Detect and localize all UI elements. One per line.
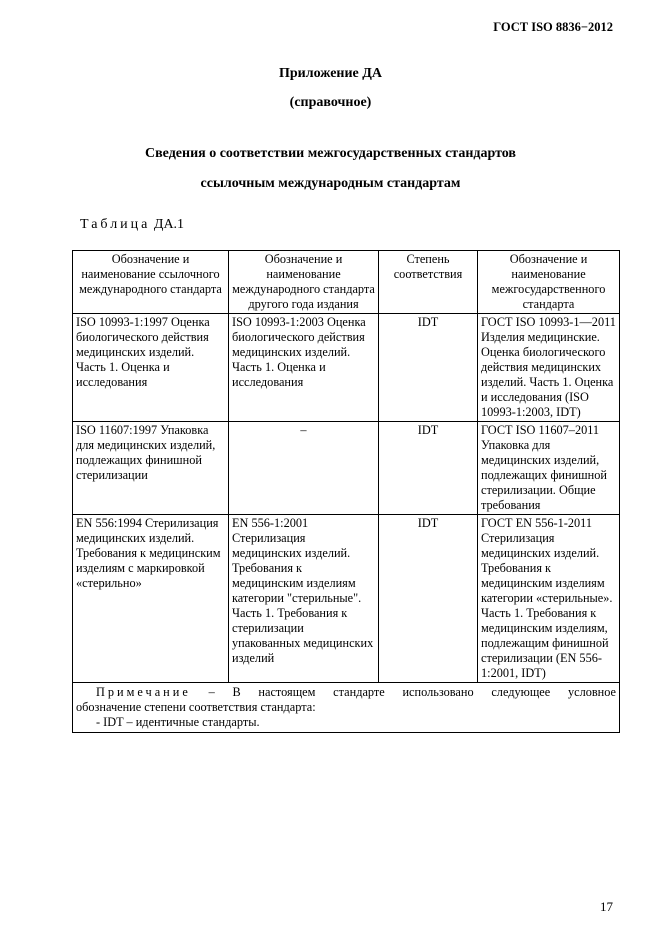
header-international-standard: Обозначение и наименование ссылочного международного стандарта: [73, 251, 229, 314]
section-heading-line1: Сведения о соответствии межгосударственных стандартов: [145, 146, 516, 161]
table-caption-number: ДА.1: [153, 217, 185, 232]
table-row: [73, 422, 620, 515]
table-header-row: [73, 251, 620, 314]
table-cell: –: [229, 422, 379, 515]
table-row: [73, 314, 620, 422]
table-cell: IDT: [379, 515, 478, 683]
table-caption: [80, 217, 184, 233]
table-cell: EN 556-1:2001 Стерилизация медицинских изделий. Требования к медицинским изделиям категории "стерильные". Часть 1. Требования к стерилизации упакованных медицинских изделий: [229, 515, 379, 683]
table-cell: ISO 10993-1:2003 Оценка биологического действия медицинских изделий. Часть 1. Оценка и исследования: [229, 314, 379, 422]
page-number: 17: [600, 899, 613, 914]
note-label: Примечание: [96, 685, 191, 699]
correspondence-table: [72, 250, 620, 733]
annex-title: Приложение ДА: [278, 66, 383, 81]
header-degree-of-correspondence: Степень соответствия: [379, 251, 478, 314]
table-cell: ГОСТ EN 556-1-2011 Стерилизация медицинских изделий. Требования к медицинским изделиям категории «стерильные». Часть 1. Требования к медицинским изделиям, подлежащим финишной стерилизации (EN 556-1:2001, IDT): [478, 515, 620, 683]
table-note-row: [73, 683, 620, 733]
note-text-line1: – В настоящем стандарте использовано следующее условное: [208, 685, 617, 699]
header-interstate-standard: Обозначение и наименование межгосударственного стандарта: [478, 251, 620, 314]
section-heading-line2: ссылочным международным стандартам: [200, 176, 461, 191]
document-code: ГОСТ ISO 8836−2012: [493, 20, 613, 34]
table-cell: ГОСТ ISO 10993-1—2011 Изделия медицинские. Оценка биологического действия медицинских изделий. Часть 1. Оценка и исследования (ISO 10993-1:2003, IDT): [478, 314, 620, 422]
table-cell: EN 556:1994 Стерилизация медицинских изделий. Требования к медицинским изделиям с маркировкой «стерильно»: [73, 515, 229, 683]
header-other-year-standard: Обозначение и наименование международного стандарта другого года издания: [229, 251, 379, 314]
table-cell: IDT: [379, 314, 478, 422]
note-text-line2: обозначение степени соответствия стандарта:: [76, 700, 316, 714]
table-cell: ISO 11607:1997 Упаковка для медицинских изделий, подлежащих финишной стерилизации: [73, 422, 229, 515]
note-first-line: [76, 685, 616, 700]
table-cell: IDT: [379, 422, 478, 515]
table-note: [73, 683, 620, 733]
note-item: - IDT – идентичные стандарты.: [96, 715, 260, 729]
table-caption-label: Таблица: [80, 217, 151, 232]
table-cell: ГОСТ ISO 11607–2011 Упаковка для медицинских изделий, подлежащих финишной стерилизации. Общие требования: [478, 422, 620, 515]
table-cell: ISO 10993-1:1997 Оценка биологического действия медицинских изделий. Часть 1. Оценка и исследования: [73, 314, 229, 422]
annex-type: (справочное): [289, 95, 372, 110]
table-row: [73, 515, 620, 683]
